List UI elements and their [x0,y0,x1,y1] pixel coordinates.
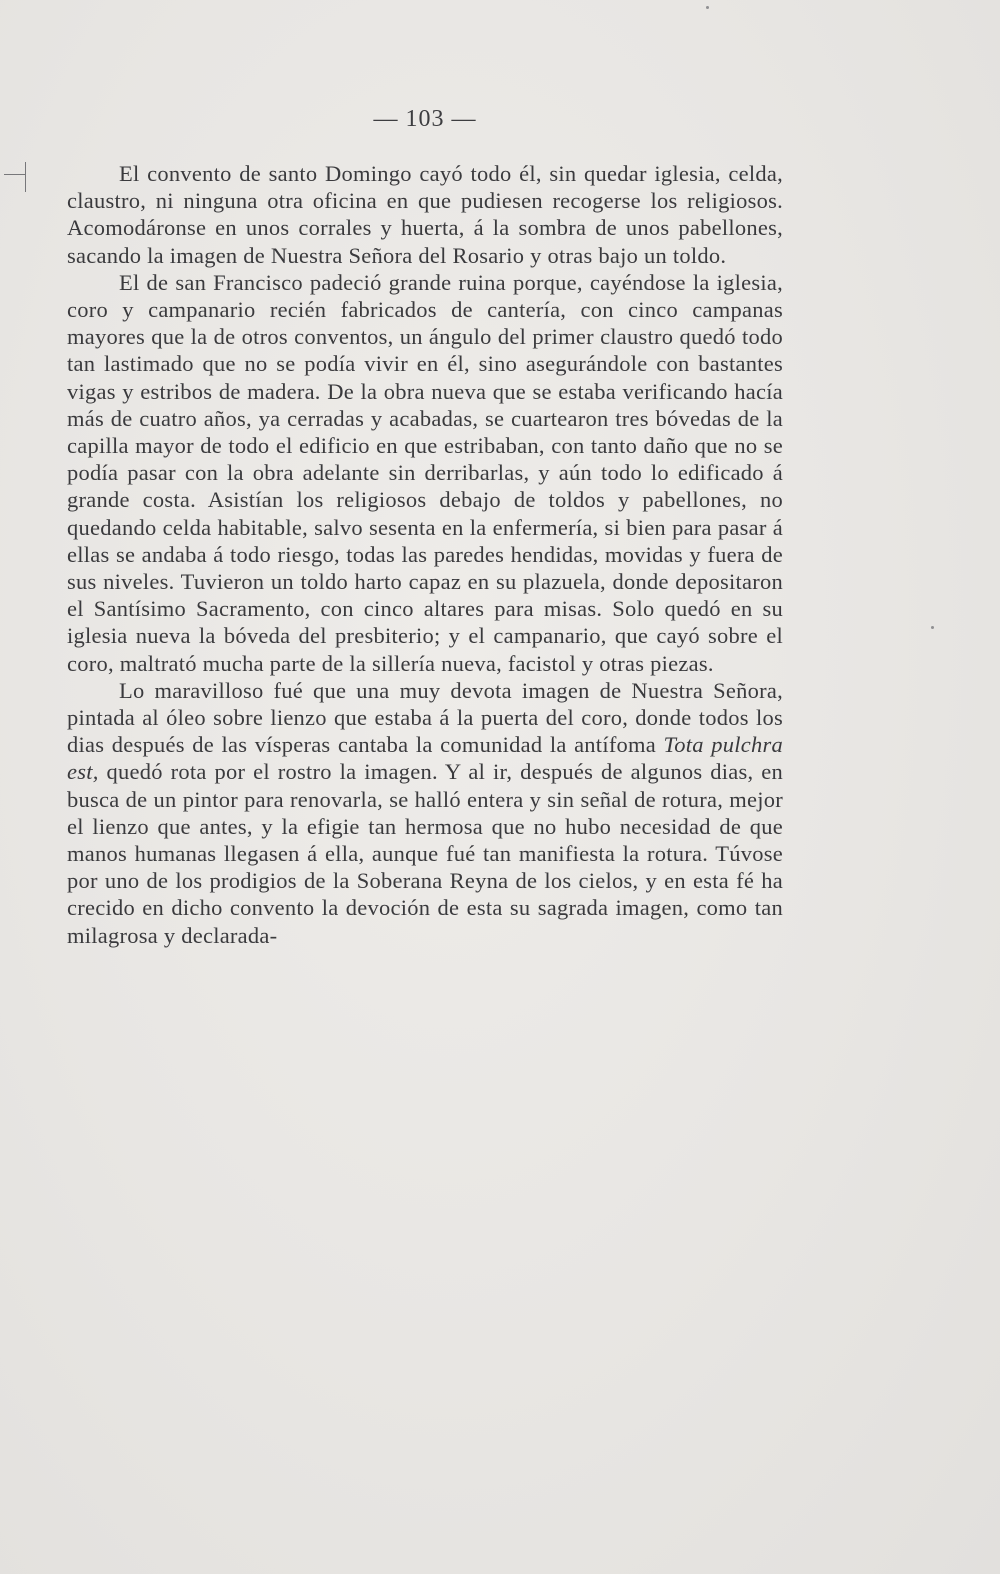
paragraph-1-text: El convento de santo Domingo cayó todo él, sin quedar iglesia, celda, claustro, ni ninguna otra oficina en que pudiesen recogerse los religiosos. Acomodáronse en unos corrales y huerta, á la sombra de unos pabellones, sacando la imagen de Nuestra Señora del Rosario y otras bajo un toldo. [67,161,783,268]
latin-phrase: Tota pulchra est, [67,732,783,785]
margin-mark-stroke-v [25,162,26,192]
paragraph-3-text-end: quedó rota por el rostro la imagen. Y al ir, después de algunos dias, en busca de un pintor para renovarla, se halló entera y sin señal de rotura, mejor el lienzo que antes, y la efigie tan hermosa que no hubo necesidad de que manos humanas llegasen á ella, aunque fué tan manifiesta la rotura. Túvose por uno de los prodigios de la Soberana Reyna de los cielos, y en esta fé ha crecido en dicho convento la devoción de esta su sagrada imagen, como tan milagrosa y declarada- [67,759,783,948]
body-text [67,160,783,949]
paper-speck [706,6,709,9]
paragraph-1 [67,160,783,269]
paragraph-2 [67,269,783,677]
margin-mark-stroke-h [4,174,26,175]
paragraph-3 [67,677,783,949]
page-number: — 103 — [373,106,477,132]
paper-speck [931,626,934,629]
paragraph-2-text: El de san Francisco padeció grande ruina porque, cayéndose la iglesia, coro y campanario recién fabricados de cantería, con cinco campanas mayores que la de otros conventos, un ángulo del primer claustro quedó todo tan lastimado que no se podía vivir en él, sino asegurándole con bastantes vigas y estribos de madera. De la obra nueva que se estaba verificando hacía más de cuatro años, ya cerradas y acabadas, se cuartearon tres bóvedas de la capilla mayor de todo el edificio en que estribaban, con tanto daño que no se podía pasar con la obra adelante sin derribarlas, y aún todo lo edificado á grande costa. Asistían los religiosos debajo de toldos y pabellones, no quedando celda habitable, salvo sesenta en la enfermería, si bien para pasar á ellas se andaba á todo riesgo, todas las paredes hendidas, movidas y fuera de sus niveles. Tuvieron un toldo harto capaz en su plazuela, donde depositaron el Santísimo Sacramento, con cinco altares para misas. Solo quedó en su iglesia nueva la bóveda del presbiterio; y el campanario, que cayó sobre el coro, maltrató mucha parte de la sillería nueva, facistol y otras piezas. [67,269,783,676]
paragraph-3-text-start: Lo maravilloso fué que una muy devota imagen de Nuestra Señora, pintada al óleo sobre lienzo que estaba á la puerta del coro, donde todos los dias después de las vísperas cantaba la comunidad la antífoma [67,677,783,758]
margin-pencil-mark [4,160,30,194]
